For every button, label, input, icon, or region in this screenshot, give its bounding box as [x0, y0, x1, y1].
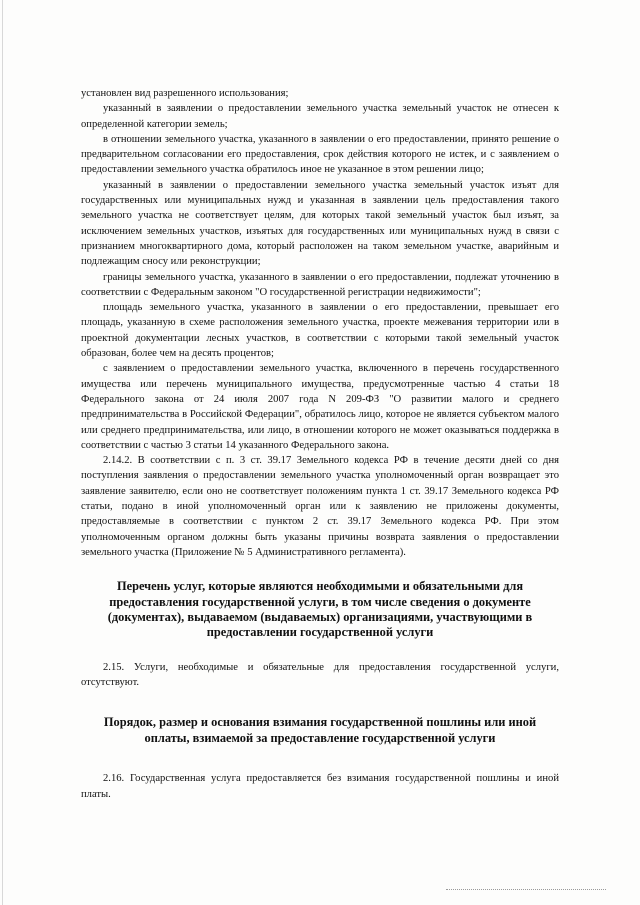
paragraph-2-14-2: 2.14.2. В соответствии с п. 3 ст. 39.17 Земельного кодекса РФ в течение десяти дней со дня поступления заявления о предоставлении земельного участка уполномоченный орган возвращает это заявление заявителю, если оно не соответствует положениям пункта 1 ст. 39.17 Земельного кодекса РФ статьи, подано в иной уполномоченный орган или к заявлению не приложены документы, предоставляемые в соответствии с пунктом 2 ст. 39.17 Земельного кодекса РФ. При этом уполномоченным органом должны быть указаны причины возврата заявления о предоставлении земельного участка (Приложение № 5 Административного регламента). [81, 455, 559, 558]
clause-2-15: 2.15. Услуги, необходимые и обязательные для предоставления государственной услуги, отсутствуют. [81, 661, 559, 689]
footer-dotted-line [446, 889, 606, 890]
paragraph-land-category: указанный в заявлении о предоставлении земельного участка земельный участок не отнесен к определенной категории земель; [81, 103, 559, 130]
paragraph-area-exceeds: площадь земельного участка, указанного в заявлении о его предоставлении, превышает его площадь, указанную в схеме расположения земельного участка, проекте межевания территории или в проектной документации лесных участков, в соответствии с которыми такой земельный участок образован, более чем на десять процентов; [81, 302, 559, 360]
section-title-required-services: Перечень услуг, которые являются необходимыми и обязательными для предоставления государственной услуги, в том числе сведения о документе (документах), выдаваемом (выдаваемых) организациями, участвующими в предоставлении государственной услуги [107, 579, 533, 640]
scan-edge-line [2, 0, 3, 905]
paragraph-permitted-use: установлен вид разрешенного использования; [81, 88, 289, 99]
paragraph-boundaries: границы земельного участка, указанного в заявлении о его предоставлении, подлежат уточнению в соответствии с Федеральным законом "О государственной регистрации недвижимости"; [81, 271, 559, 298]
paragraph-small-business: с заявлением о предоставлении земельного участка, включенного в перечень государственного имущества или перечень муниципального имущества, предусмотренные частью 4 статьи 18 Федерального закона от 24 июля 2007 года N 209-ФЗ "О развитии малого и среднего предпринимательства в Российской Федерации", обратилось лицо, которое не является субъектом малого или среднего предпринимательства, или лицо, в отношении которого не может оказываться поддержка в соответствии с частью 3 статьи 14 указанного Федерального закона. [81, 363, 559, 451]
paragraph-seized-land: указанный в заявлении о предоставлении земельного участка земельный участок изъят для государственных или муниципальных нужд и указанная в заявлении цель предоставления такого земельного участка не соответствует целям, для которых такой земельный участок был изъят, за исключением земельных участков, изъятых для государственных или муниципальных нужд в связи с признанием многоквартирного дома, который расположен на таком земельном участке, аварийным и подлежащим сносу или реконструкции; [81, 179, 559, 268]
paragraph-preliminary-approval: в отношении земельного участка, указанного в заявлении о его предоставлении, принято решение о предварительном согласовании его предоставления, срок действия которого не истек, и с заявлением о предоставлении земельного участка обратилось иное не указанное в этом решении лицо; [81, 133, 559, 176]
document-body [81, 86, 559, 802]
clause-2-16: 2.16. Государственная услуга предоставляется без взимания государственной пошлины и иной платы. [81, 773, 559, 800]
section-title-state-fee: Порядок, размер и основания взимания государственной пошлины или иной оплаты, взимаемой за предоставление государственной услуги [103, 715, 537, 745]
